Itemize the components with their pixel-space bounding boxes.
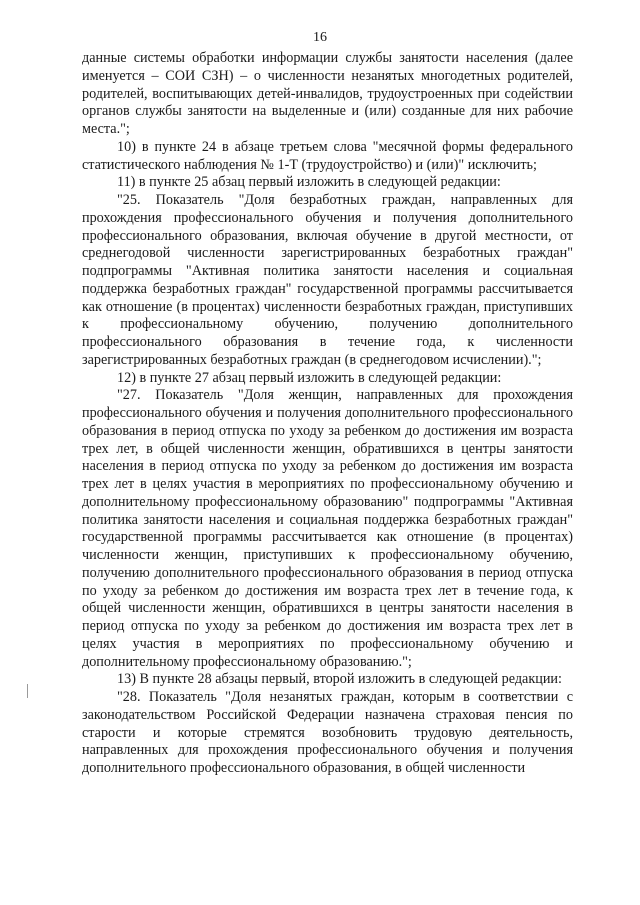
paragraph-point-28: "28. Показатель "Доля незанятых граждан, которым в соответствии с законодательством Российской Федерации назначена страховая пенсия по старости и которые стремятся возобновить трудовую деятельность, направленных для прохождения профессионального обучения и получения дополнительного профессионального образования, в общей численности: [82, 689, 573, 776]
document-body: [82, 50, 573, 778]
paragraph-item-11: 11) в пункте 25 абзац первый изложить в следующей редакции:: [117, 174, 501, 191]
paragraph-point-25: "25. Показатель "Доля безработных граждан, направленных для прохождения профессионального обучения и получения дополнительного профессионального образования, включая обучение в другой местности, от среднегодовой численности зарегистрированных безработных граждан" подпрограммы "Активная политика занятости населения и социальная поддержка безработных граждан" государственной программы рассчитывается как отношение (в процентах) численности безработных граждан, приступивших к профессиональному обучению, получению дополнительного профессионального образования в течение года, к численности зарегистрированных безработных граждан (в среднегодовом исчислении).";: [82, 192, 573, 368]
paragraph-item-12: 12) в пункте 27 абзац первый изложить в следующей редакции:: [117, 369, 502, 386]
paragraph-item-10: 10) в пункте 24 в абзаце третьем слова "месячной формы федерального статистического наблюдения № 1-Т (трудоустройство) и (или)" исключить;: [82, 138, 573, 173]
paragraph-point-27: "27. Показатель "Доля женщин, направленных для прохождения профессионального обучения и получения дополнительного профессионального образования в период отпуска по уходу за ребенком до достижения им возраста трех лет, в общей численности женщин, обратившихся в центры занятости населения в период отпуска по уходу за ребенком до достижения им возраста трех лет в целях участия в мероприятиях по профессиональному обучению и дополнительному профессиональному образованию" подпрограммы "Активная политика занятости населения и социальная поддержка безработных граждан" государственной программы рассчитывается как отношение (в процентах) численности женщин, приступивших к профессиональному обучению, получению дополнительного профессионального образования в период отпуска по уходу за ребенком до достижения им возраста трех лет в течение года, к общей численности женщин, обратившихся в центры занятости населения в период отпуска по уходу за ребенком до достижения им возраста трех лет в целях участия в мероприятиях по профессиональному обучению и дополнительному профессиональному образованию.";: [82, 387, 573, 670]
page-number: 16: [313, 30, 327, 45]
margin-scan-mark: [27, 684, 28, 698]
paragraph-item-13: 13) В пункте 28 абзацы первый, второй изложить в следующей редакции:: [117, 671, 562, 688]
paragraph-continuation: данные системы обработки информации службы занятости населения (далее именуется – СОИ СЗН) – о численности незанятых многодетных родителей, родителей, воспитывающих детей-инвалидов, трудоустроенных при содействии органов службы занятости на выделенные и (или) созданные для них рабочие места.";: [82, 50, 573, 137]
